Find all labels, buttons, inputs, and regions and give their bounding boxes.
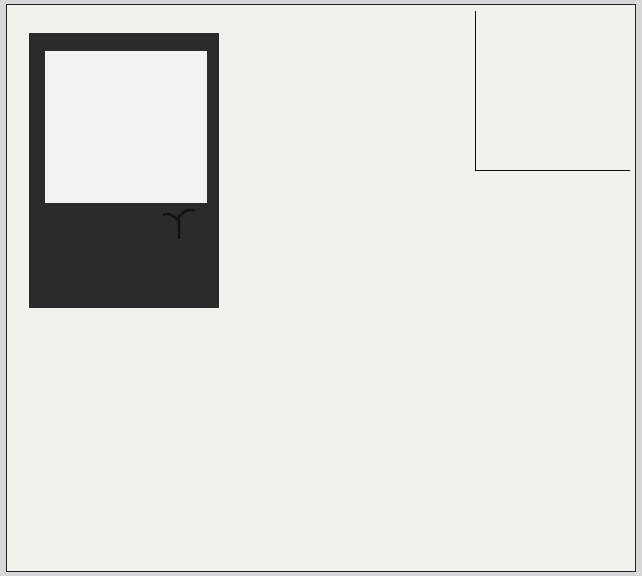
- seedling-icon: [159, 201, 199, 241]
- heading-divider: [475, 11, 476, 171]
- book-cover-image: [29, 33, 219, 308]
- heading-bottom-rule: [475, 170, 630, 171]
- book-cover-band: [45, 51, 207, 203]
- newspaper-clipping: [6, 4, 636, 572]
